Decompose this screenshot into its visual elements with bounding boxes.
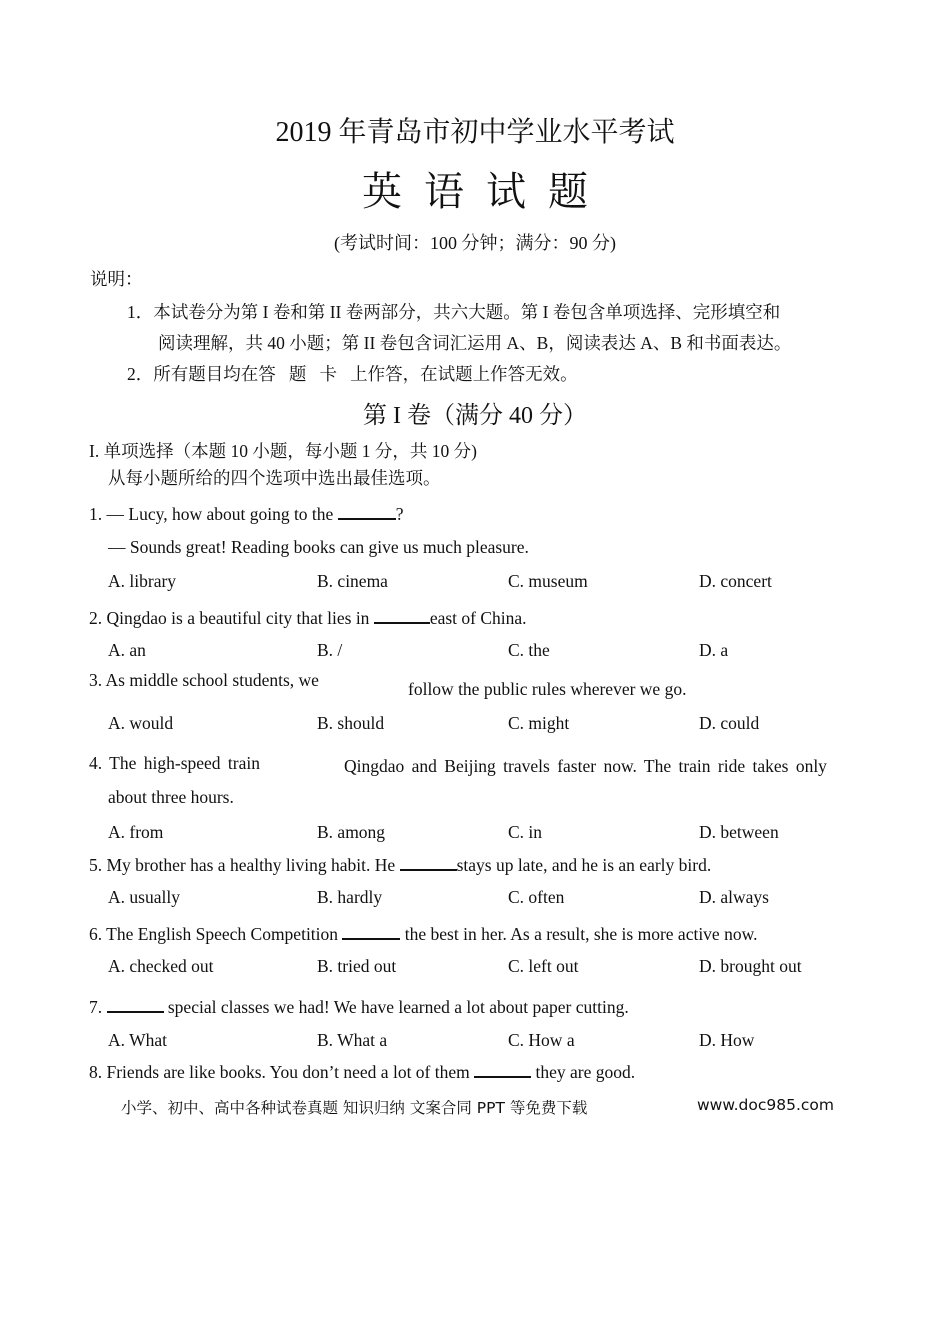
question-stem-text: stays up late, and he is an early bird.	[456, 855, 712, 875]
answer-blank	[342, 922, 400, 940]
answer-blank	[107, 995, 164, 1013]
question-stem-text: 8. Friends are like books. You don’t need a lot of them	[89, 1062, 475, 1082]
question-2-option-c: C. the	[508, 640, 550, 660]
question-6-option-b: B. tried out	[317, 956, 397, 976]
question-stem-text: they are good.	[531, 1062, 636, 1082]
question-4-stem-end: Qingdao and Beijing travels faster now. The train ride takes only	[344, 756, 827, 776]
question-1-option-c: C. museum	[508, 571, 588, 591]
question-3-option-a: A. would	[108, 713, 174, 733]
question-3-option-c: C. might	[508, 713, 570, 733]
footer-promo-text: 小学、初中、高中各种试卷真题 知识归纳 文案合同 PPT 等免费下载	[121, 1099, 588, 1117]
question-7-option-b: B. What a	[317, 1030, 388, 1050]
answer-blank	[374, 606, 430, 624]
answer-blank	[474, 1060, 531, 1078]
question-stem-text: 7.	[89, 997, 107, 1017]
note-item-1-line-2: 阅读理解，共 40 小题；第 II 卷包含词汇运用 A、B，阅读表达 A、B 和书面表达。	[158, 333, 792, 353]
part-heading: I. 单项选择（本题 10 小题，每小题 1 分，共 10 分)	[89, 441, 477, 461]
question-2-option-b: B. /	[317, 640, 343, 660]
question-5-option-c: C. often	[508, 887, 565, 907]
section-title: 第 I 卷（满分 40 分）	[363, 403, 587, 429]
question-5-option-d: D. always	[699, 887, 769, 907]
question-3-stem-start: 3. As middle school students, we	[89, 670, 319, 690]
question-6-option-c: C. left out	[508, 956, 579, 976]
question-6-option-d: D. brought out	[699, 956, 802, 976]
question-5-option-a: A. usually	[108, 887, 180, 907]
question-3-stem-end: follow the public rules wherever we go.	[408, 679, 687, 699]
question-stem-text: 6. The English Speech Competition	[89, 924, 343, 944]
question-7-option-d: D. How	[699, 1030, 755, 1050]
question-8-stem	[89, 1060, 635, 1083]
question-stem-text: 5. My brother has a healthy living habit. He	[89, 855, 400, 875]
footer-website-link[interactable]: www.doc985.com	[697, 1096, 834, 1114]
question-5-option-b: B. hardly	[317, 887, 383, 907]
question-stem-text: east of China.	[429, 608, 527, 628]
question-4-option-d: D. between	[699, 822, 779, 842]
question-6-stem	[89, 922, 757, 945]
notes-label: 说明：	[90, 269, 143, 289]
question-2-stem	[89, 606, 527, 629]
question-7-option-a: A. What	[108, 1030, 167, 1050]
part-instruction: 从每小题所给的四个选项中选出最佳选项。	[108, 468, 441, 488]
question-3-option-d: D. could	[699, 713, 760, 733]
question-7-option-c: C. How a	[508, 1030, 575, 1050]
question-stem-text: the best in her. As a result, she is more active now.	[400, 924, 758, 944]
question-4-option-c: C. in	[508, 822, 543, 842]
question-stem-text: ?	[395, 504, 404, 524]
question-2-option-d: D. a	[699, 640, 729, 660]
question-1-option-d: D. concert	[699, 571, 772, 591]
question-stem-text: 2. Qingdao is a beautiful city that lies in	[89, 608, 374, 628]
question-stem-text: special classes we had! We have learned a lot about paper cutting.	[163, 997, 629, 1017]
question-7-stem	[89, 995, 629, 1018]
question-4-option-a: A. from	[108, 822, 164, 842]
question-1-option-b: B. cinema	[317, 571, 388, 591]
question-1-option-a: A. library	[108, 571, 177, 591]
question-5-stem	[89, 853, 711, 876]
question-4-line-2: about three hours.	[108, 787, 234, 807]
answer-blank	[400, 853, 457, 871]
exam-meta: (考试时间：100 分钟；满分：90 分)	[334, 233, 616, 253]
question-4-stem-start: 4. The high-speed train	[89, 753, 260, 773]
exam-title: 2019 年青岛市初中学业水平考试	[275, 117, 675, 148]
note-item-1-line-1: 1．本试卷分为第 I 卷和第 II 卷两部分，共六大题。第 I 卷包含单项选择、完形填空和	[127, 302, 781, 322]
question-6-option-a: A. checked out	[108, 956, 214, 976]
question-1-stem	[89, 502, 403, 525]
question-2-option-a: A. an	[108, 640, 146, 660]
note-item-2: 2．所有题目均在答 题 卡 上作答，在试题上作答无效。	[127, 364, 578, 384]
question-3-option-b: B. should	[317, 713, 385, 733]
subject-title: 英语试题	[362, 169, 610, 214]
answer-blank	[338, 502, 396, 520]
question-1-line-2: — Sounds great! Reading books can give us much pleasure.	[108, 537, 529, 557]
question-4-option-b: B. among	[317, 822, 386, 842]
question-stem-text: 1. — Lucy, how about going to the	[89, 504, 338, 524]
